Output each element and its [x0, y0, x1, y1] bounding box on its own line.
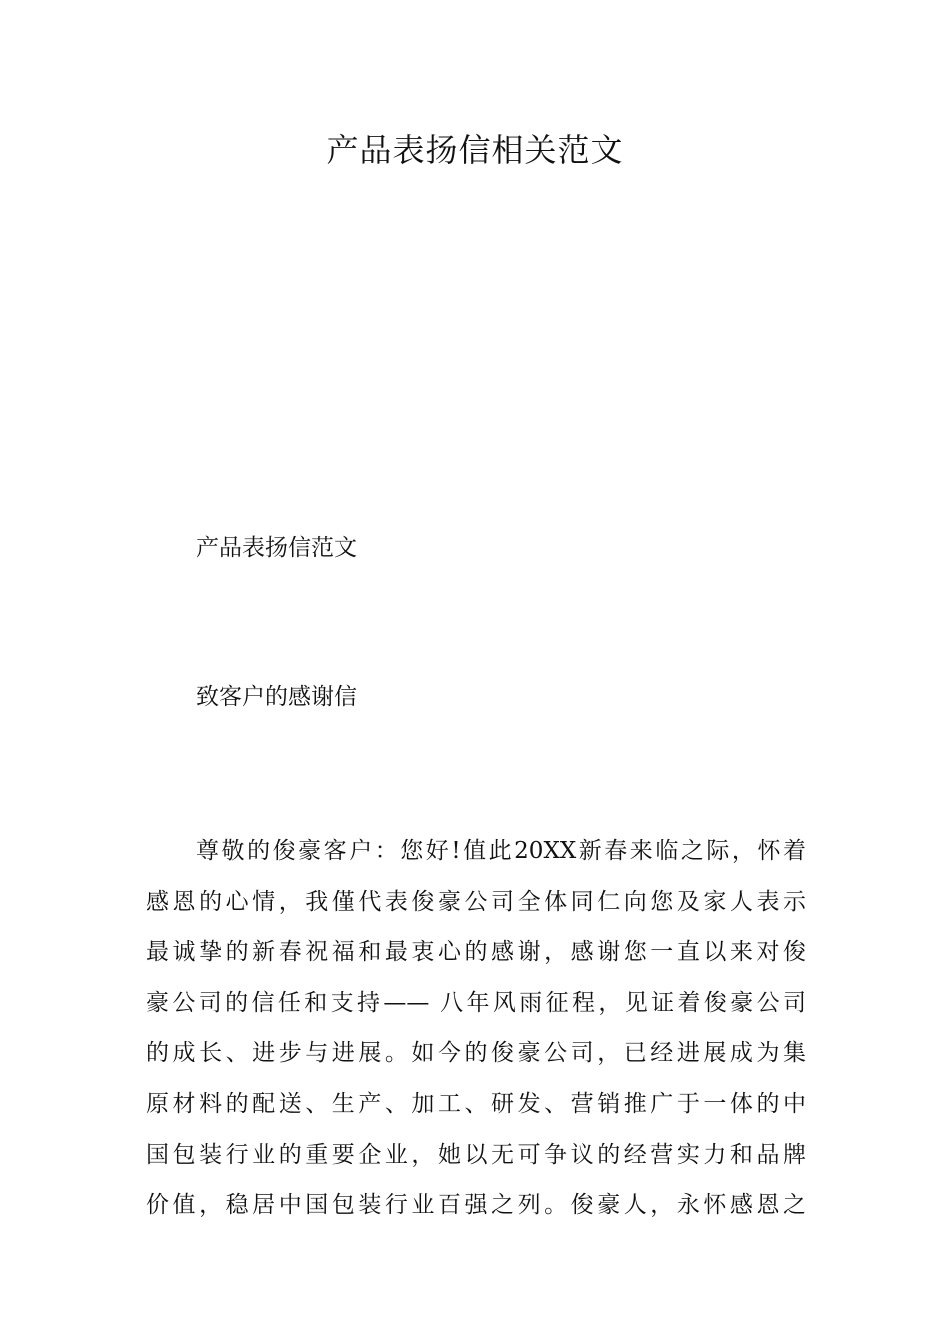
body-line-1: 尊敬的俊豪客户：您好!值此20XX新春来临之际，怀着	[196, 838, 806, 864]
letter-title: 致客户的感谢信	[196, 684, 357, 710]
letter-body-paragraph	[146, 826, 806, 1231]
body-line-7: 国包装行业的重要企业，她以无可争议的经营实力和品牌	[146, 1141, 806, 1168]
body-line-3: 最诚挚的新春祝福和最衷心的感谢，感谢您一直以来对俊	[146, 939, 806, 966]
document-title: 产品表扬信相关范文	[326, 131, 624, 169]
body-line-6: 原材料的配送、生产、加工、研发、营销推广于一体的中	[146, 1090, 806, 1117]
document-subtitle: 产品表扬信范文	[196, 535, 357, 561]
body-line-8: 价值，稳居中国包装行业百强之列。俊豪人，永怀感恩之	[146, 1192, 806, 1219]
body-line-5: 的成长、进步与进展。如今的俊豪公司，已经进展成为集	[146, 1040, 806, 1067]
body-line-2: 感恩的心情，我僅代表俊豪公司全体同仁向您及家人表示	[146, 888, 806, 915]
body-line-4: 豪公司的信任和支持—— 八年风雨征程，见证着俊豪公司	[146, 989, 806, 1016]
